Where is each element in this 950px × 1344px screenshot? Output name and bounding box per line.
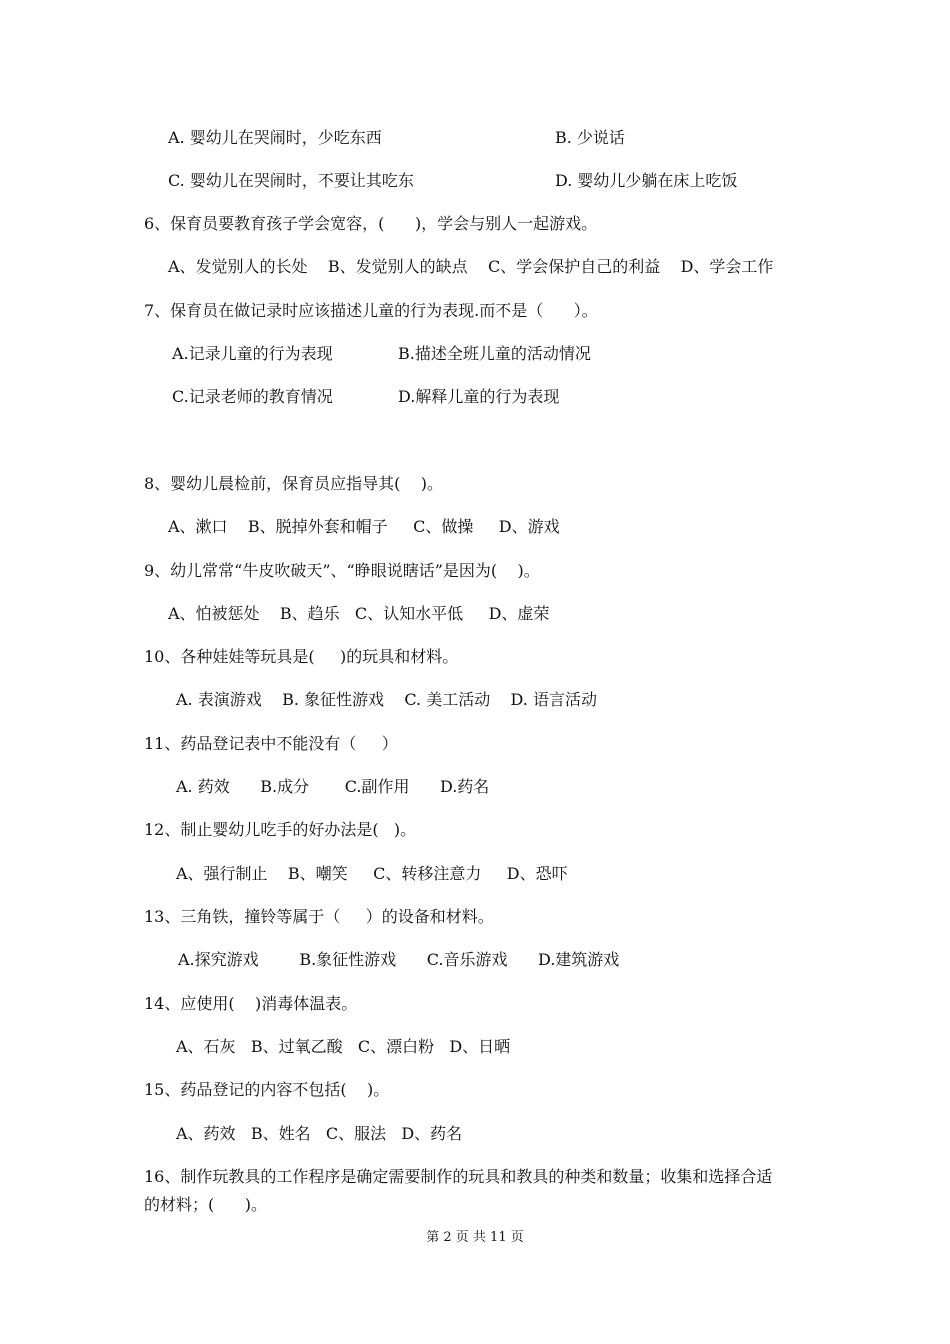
q15-stem: 15、药品登记的内容不包括( )。 <box>144 1080 390 1099</box>
q10-options: A. 表演游戏 B. 象征性游戏 C. 美工活动 D. 语言活动 <box>176 690 597 709</box>
q5-option-c: C. 婴幼儿在哭闹时，不要让其吃东 <box>168 171 414 190</box>
q10-stem: 10、各种娃娃等玩具是( )的玩具和材料。 <box>144 647 459 666</box>
q8-options: A、漱口 B、脱掉外套和帽子 C、做操 D、游戏 <box>168 517 560 536</box>
page-footer: 第 2 页 共 11 页 <box>426 1230 524 1245</box>
q14-options: A、石灰 B、过氧乙酸 C、漂白粉 D、日晒 <box>176 1037 511 1056</box>
q7-option-d: D.解释儿童的行为表现 <box>398 387 560 406</box>
q15-options: A、药效 B、姓名 C、服法 D、药名 <box>176 1124 463 1143</box>
q14-stem: 14、应使用( )消毒体温表。 <box>144 994 358 1013</box>
q5-option-a: A. 婴幼儿在哭闹时，少吃东西 <box>168 128 382 147</box>
q9-stem: 9、幼儿常常“牛皮吹破天”、“睁眼说瞎话”是因为( )。 <box>144 561 540 580</box>
q13-stem: 13、三角铁，撞铃等属于（ ）的设备和材料。 <box>144 907 494 926</box>
q5-option-d: D. 婴幼儿少躺在床上吃饭 <box>555 171 738 190</box>
q6-options: A、发觉别人的长处 B、发觉别人的缺点 C、学会保护自己的利益 D、学会工作 <box>168 257 774 276</box>
q7-option-c: C.记录老师的教育情况 <box>172 387 333 406</box>
q12-options: A、强行制止 B、嘲笑 C、转移注意力 D、恐吓 <box>176 864 568 883</box>
q6-stem: 6、保育员要教育孩子学会宽容，( )，学会与别人一起游戏。 <box>144 214 598 233</box>
q7-option-b: B.描述全班儿童的活动情况 <box>398 344 591 363</box>
q5-option-b: B. 少说话 <box>555 128 625 147</box>
q16-stem-line1: 16、制作玩教具的工作程序是确定需要制作的玩具和教具的种类和数量；收集和选择合适 <box>144 1167 773 1186</box>
q7-option-a: A.记录儿童的行为表现 <box>172 344 333 363</box>
q9-options: A、怕被惩处 B、趋乐 C、认知水平低 D、虚荣 <box>168 604 550 623</box>
q11-stem: 11、药品登记表中不能没有（ ） <box>144 734 398 753</box>
q13-options: A.探究游戏 B.象征性游戏 C.音乐游戏 D.建筑游戏 <box>178 950 620 969</box>
q7-stem: 7、保育员在做记录时应该描述儿童的行为表现.而不是（ ）。 <box>144 301 598 320</box>
q11-options: A. 药效 B.成分 C.副作用 D.药名 <box>176 777 490 796</box>
q12-stem: 12、制止婴幼儿吃手的好办法是( )。 <box>144 820 417 839</box>
q16-stem-line2: 的材料；( )。 <box>144 1195 268 1214</box>
q8-stem: 8、婴幼儿晨检前，保育员应指导其( )。 <box>144 474 444 493</box>
